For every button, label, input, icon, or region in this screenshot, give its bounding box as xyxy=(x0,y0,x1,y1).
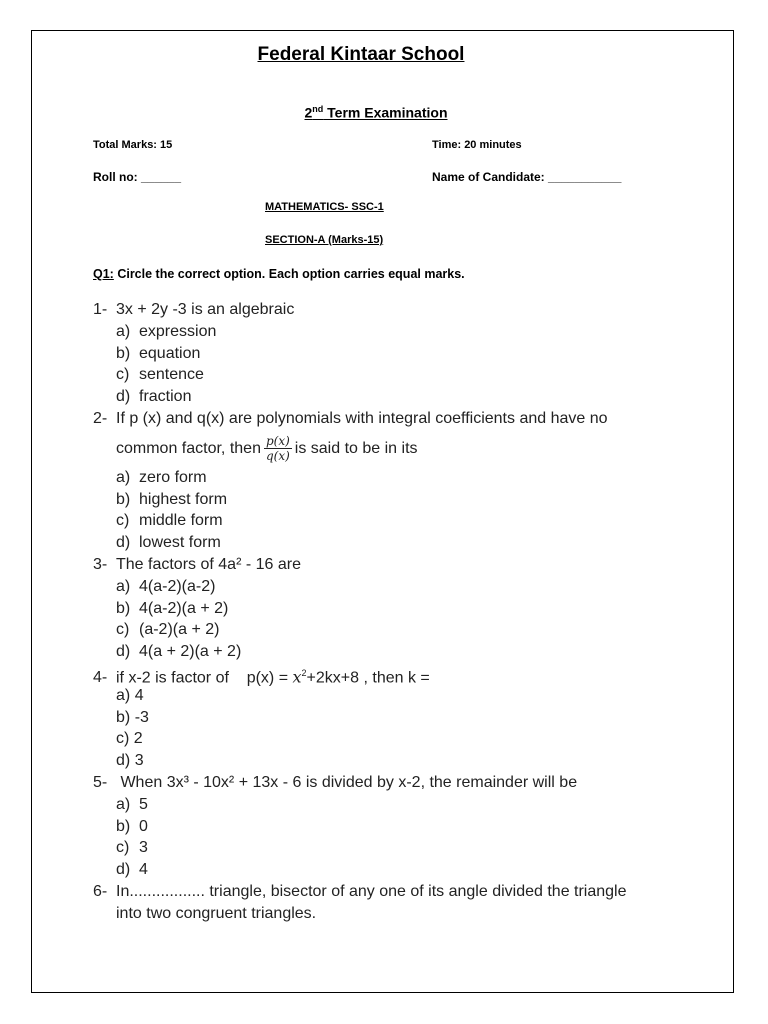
instruction-text: Circle the correct option. Each option carries equal marks. xyxy=(113,267,465,281)
option-letter: b) xyxy=(116,817,131,835)
question-text-pre: common factor, then xyxy=(116,439,261,457)
section-heading: SECTION-A (Marks-15) xyxy=(265,234,384,246)
question-6 xyxy=(93,881,713,903)
option-4a[interactable] xyxy=(93,685,713,707)
roll-no: Roll no: ______ xyxy=(93,170,182,184)
option-text: middle form xyxy=(139,512,223,530)
exponent: 2 xyxy=(301,667,307,678)
variable-x: x xyxy=(292,667,302,687)
option-letter: a) xyxy=(116,468,131,486)
question-number: 3- xyxy=(93,555,108,573)
candidate-name: Name of Candidate: ___________ xyxy=(432,170,622,184)
instruction-label: Q1: xyxy=(93,267,114,281)
option-text: -3 xyxy=(134,708,149,726)
option-5d[interactable] xyxy=(93,859,713,881)
option-letter: c) xyxy=(116,730,130,748)
option-2b[interactable] xyxy=(93,489,713,511)
option-letter: d) xyxy=(116,752,131,770)
question-number: 4- xyxy=(93,669,108,687)
question-2 xyxy=(93,408,713,430)
option-letter: a) xyxy=(116,795,131,813)
option-1c[interactable] xyxy=(93,364,713,386)
option-letter: d) xyxy=(116,861,131,879)
option-letter: c) xyxy=(116,366,130,384)
exam-time: Time: 20 minutes xyxy=(432,139,522,151)
questions-list xyxy=(93,299,713,925)
option-text: expression xyxy=(139,322,217,340)
option-letter: b) xyxy=(116,490,131,508)
option-1b[interactable] xyxy=(93,343,713,365)
option-letter: a) xyxy=(116,686,131,704)
option-letter: c) xyxy=(116,839,130,857)
option-text: 4 xyxy=(139,861,148,879)
option-letter: d) xyxy=(116,534,131,552)
option-text: 2 xyxy=(133,730,143,748)
question-5 xyxy=(93,772,713,794)
instruction xyxy=(93,267,465,281)
option-letter: b) xyxy=(116,344,131,362)
question-text: The factors of 4a² - 16 are xyxy=(116,555,301,573)
option-text: 4(a + 2)(a + 2) xyxy=(139,643,242,661)
question-3 xyxy=(93,554,713,576)
fraction-p-over-q xyxy=(264,434,292,463)
question-4 xyxy=(93,663,713,685)
option-1a[interactable] xyxy=(93,321,713,343)
option-3c[interactable] xyxy=(93,619,713,641)
option-2a[interactable] xyxy=(93,467,713,489)
option-letter: a) xyxy=(116,322,131,340)
option-2c[interactable] xyxy=(93,510,713,532)
option-letter: d) xyxy=(116,643,131,661)
question-text-post: +2kx+8 , then k = xyxy=(306,669,430,687)
question-text-pre: if x-2 is factor of p(x) = xyxy=(116,669,293,687)
option-4b[interactable] xyxy=(93,707,713,729)
question-number: 2- xyxy=(93,409,108,427)
school-title: Federal Kintaar School xyxy=(257,44,465,65)
subject-heading: MATHEMATICS- SSC-1 xyxy=(265,201,384,213)
option-text: equation xyxy=(139,344,201,362)
option-5a[interactable] xyxy=(93,794,713,816)
option-3d[interactable] xyxy=(93,641,713,663)
option-text: sentence xyxy=(139,366,204,384)
option-1d[interactable] xyxy=(93,386,713,408)
fraction-denominator: q(x) xyxy=(265,449,290,464)
question-number: 6- xyxy=(93,882,108,900)
option-text: 3 xyxy=(139,839,148,857)
question-text-line1: If p (x) and q(x) are polynomials with integral coefficients and have no xyxy=(116,409,608,427)
question-text: When 3x³ - 10x² + 13x - 6 is divided by x-2, the remainder will be xyxy=(116,773,578,791)
option-letter: c) xyxy=(116,621,130,639)
term-number: 2 xyxy=(304,104,313,121)
question-2-line2 xyxy=(93,430,713,467)
option-5b[interactable] xyxy=(93,816,713,838)
option-3a[interactable] xyxy=(93,576,713,598)
option-text: 4 xyxy=(134,686,144,704)
fraction-numerator: p(x) xyxy=(265,434,290,449)
question-number: 1- xyxy=(93,301,108,318)
question-text-post: is said to be in its xyxy=(294,439,418,457)
option-text: 5 xyxy=(139,795,148,813)
option-3b[interactable] xyxy=(93,598,713,620)
option-5c[interactable] xyxy=(93,837,713,859)
question-1 xyxy=(93,299,713,321)
option-letter: c) xyxy=(116,512,130,530)
option-2d[interactable] xyxy=(93,532,713,554)
option-text: (a-2)(a + 2) xyxy=(139,621,220,639)
option-letter: b) xyxy=(116,708,131,726)
option-text: lowest form xyxy=(139,534,221,552)
option-letter: b) xyxy=(116,599,131,617)
question-text-line1: In................. triangle, bisector of any one of its angle divided the triangle xyxy=(116,882,627,900)
option-text: 3 xyxy=(134,752,144,770)
option-letter: d) xyxy=(116,388,131,406)
term-title xyxy=(0,104,752,121)
option-letter: a) xyxy=(116,577,131,595)
total-marks: Total Marks: 15 xyxy=(93,139,173,151)
question-6-line2 xyxy=(93,903,713,925)
term-superscript: nd xyxy=(312,104,324,114)
option-4c[interactable] xyxy=(93,728,713,750)
option-text: 4(a-2)(a + 2) xyxy=(139,599,229,617)
term-rest: Term Examination xyxy=(323,104,448,121)
option-text: 4(a-2)(a-2) xyxy=(139,577,216,595)
option-text: highest form xyxy=(139,490,228,508)
question-text: 3x + 2y -3 is an algebraic xyxy=(116,301,295,318)
question-text-line2: into two congruent triangles. xyxy=(116,904,317,922)
option-4d[interactable] xyxy=(93,750,713,772)
option-text: zero form xyxy=(139,468,207,486)
option-text: fraction xyxy=(139,388,192,406)
option-text: 0 xyxy=(139,817,148,835)
question-number: 5- xyxy=(93,773,108,791)
